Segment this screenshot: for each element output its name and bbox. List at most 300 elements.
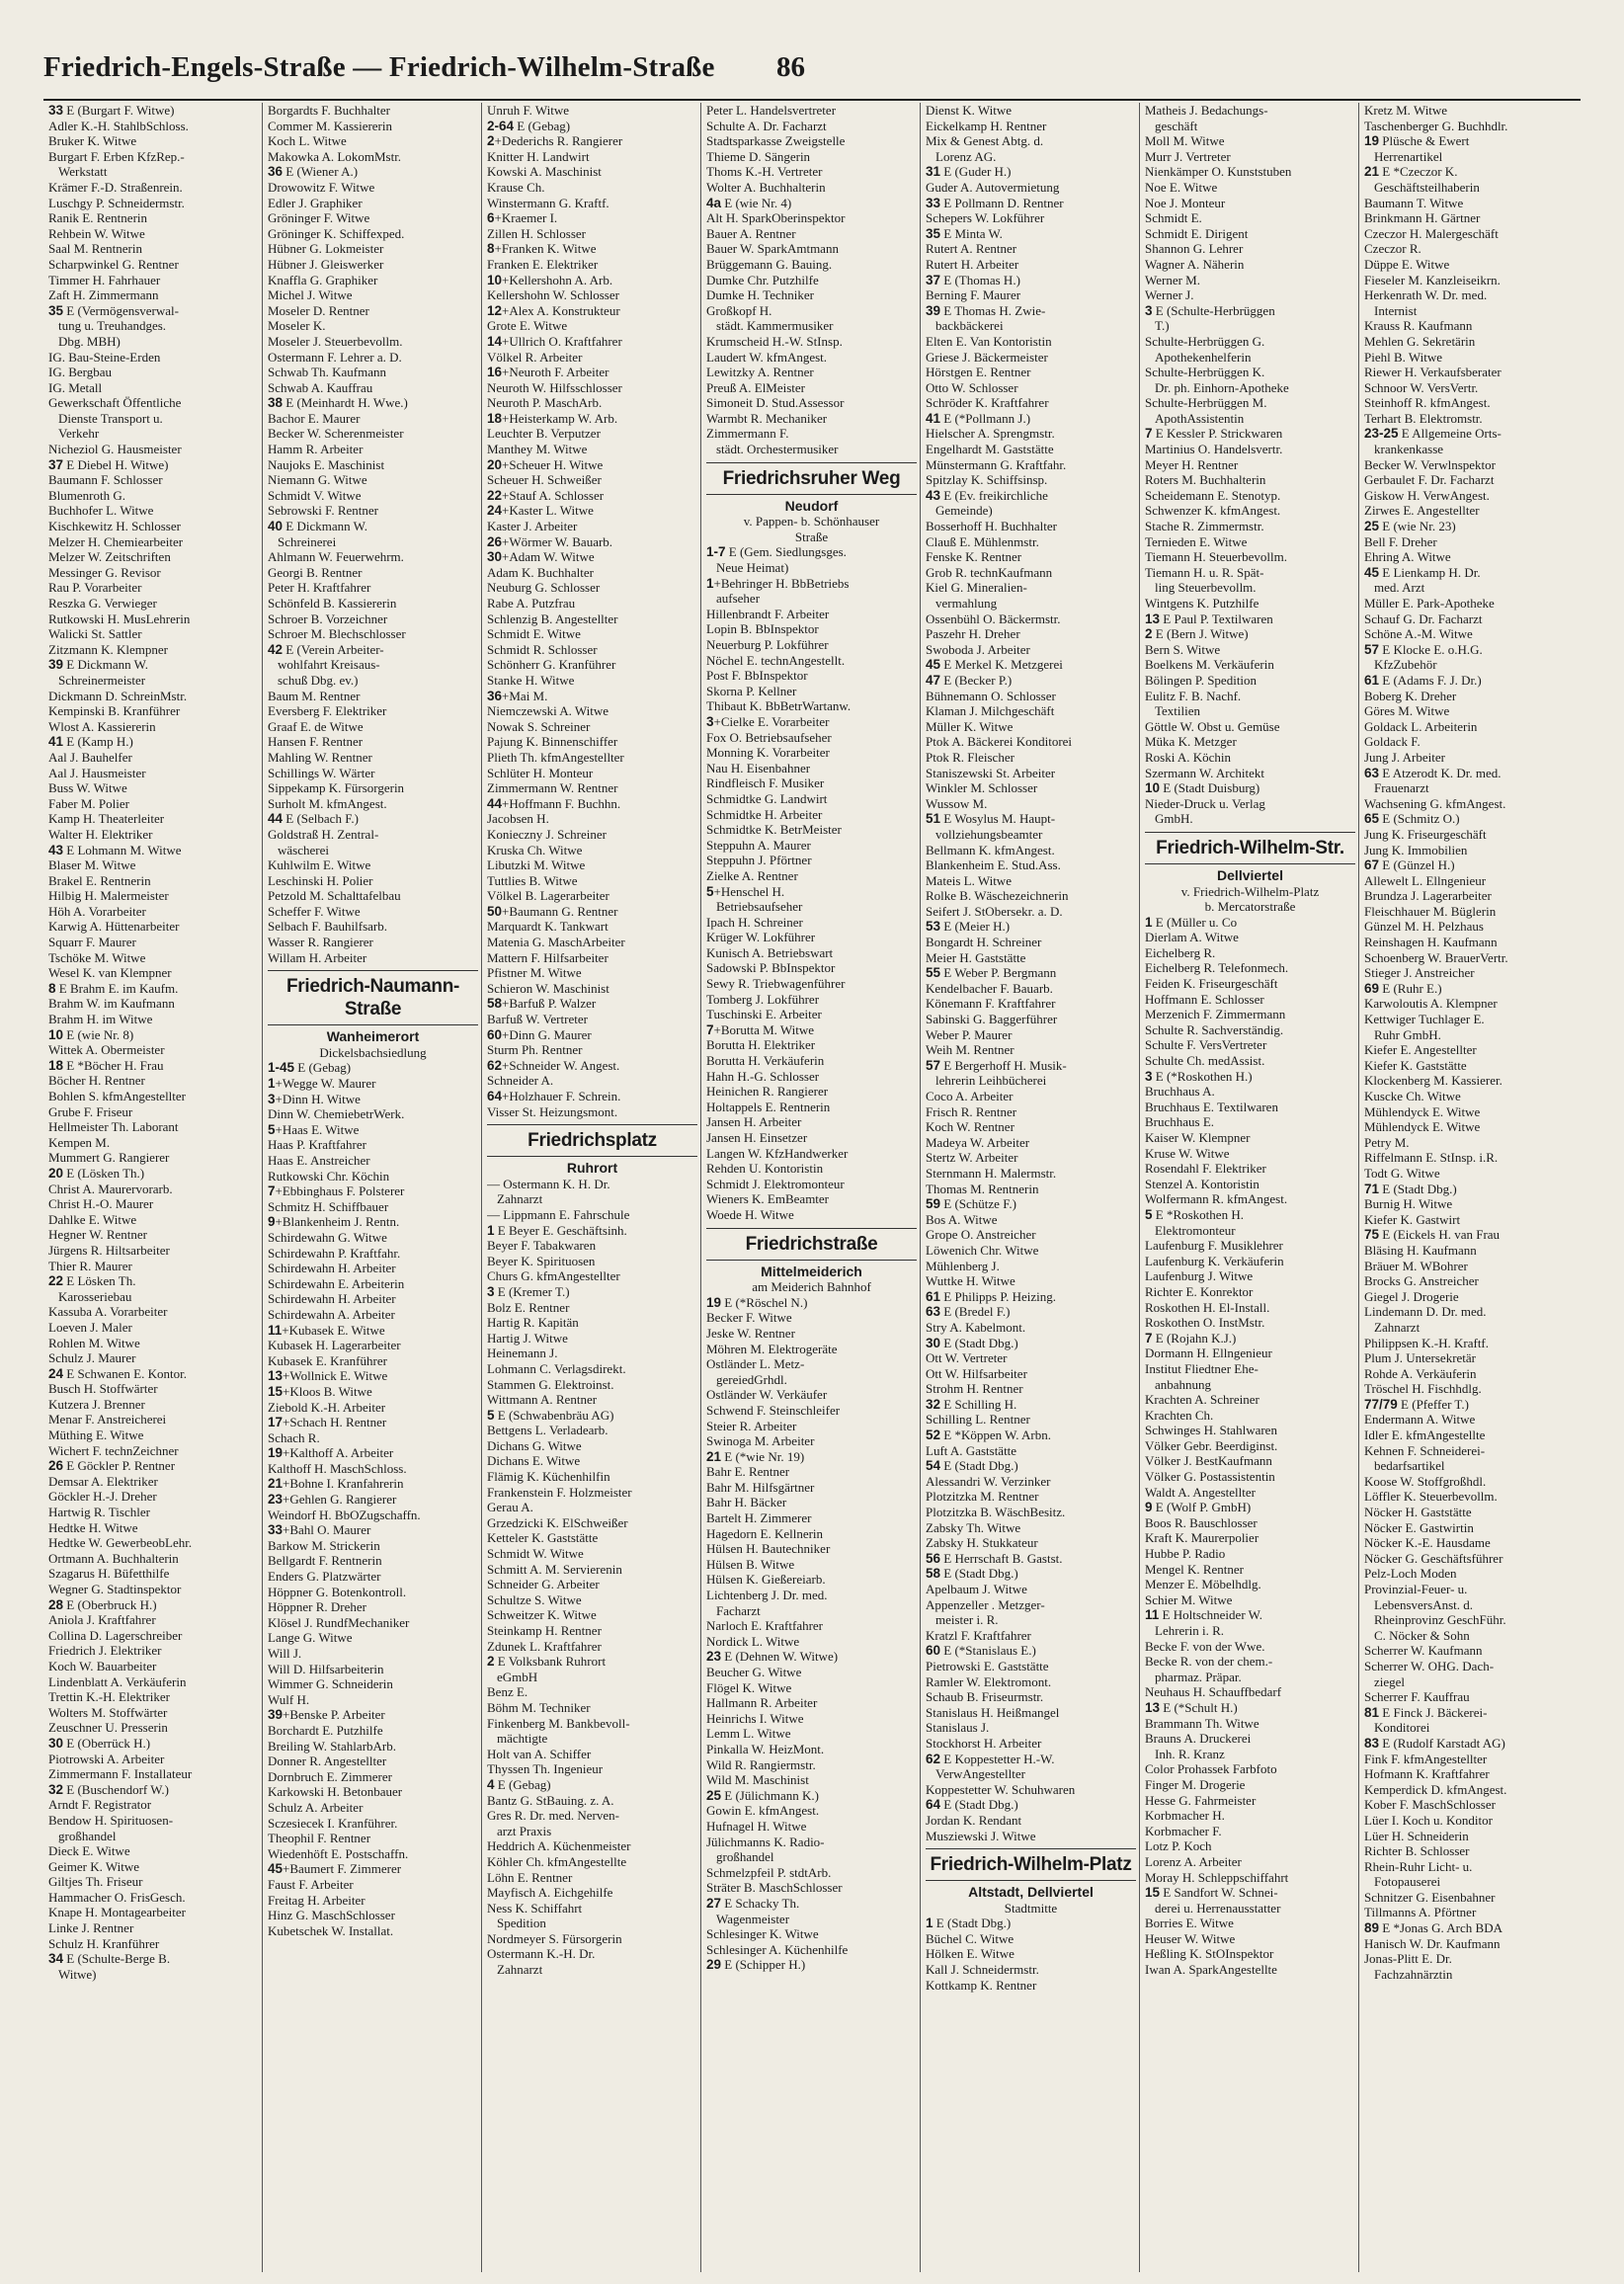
entry-text: Frankenstein F. Holzmeister [487, 1484, 632, 1500]
entry-continuation [1145, 411, 1355, 427]
directory-entry [268, 1492, 478, 1508]
directory-entry [1145, 1331, 1355, 1346]
directory-entry [706, 1114, 917, 1130]
entry-text: Busch H. Stoffwärter [48, 1381, 158, 1397]
entry-text: Preuß A. ElMeister [706, 379, 806, 395]
directory-entry [268, 1384, 478, 1400]
directory-entry [926, 873, 1136, 889]
entry-text: Guder A. Autovermietung [926, 179, 1060, 195]
directory-entry [268, 873, 478, 889]
entry-text: Wagenmeister [716, 1911, 790, 1926]
entry-text: Hufnagel H. Witwe [706, 1818, 807, 1834]
entry-text: Bohlen S. kfmAngestellter [48, 1089, 187, 1103]
entry-text: Göckler H.-J. Dreher [48, 1489, 157, 1505]
entry-text: Löhn E. Rentner [487, 1869, 573, 1885]
entry-text: Endermann A. Witwe [1364, 1412, 1476, 1428]
directory-entry [926, 673, 1136, 689]
entry-text: Schreinerei [278, 533, 337, 549]
directory-entry [926, 1628, 1136, 1644]
directory-entry [268, 857, 478, 873]
directory-entry [706, 838, 917, 854]
house-number: 1-45 [268, 1060, 295, 1076]
entry-text: arzt Praxis [497, 1823, 552, 1838]
entry-text: E (Stadt Dbg.) [943, 1458, 1018, 1474]
entry-text: E Philipps P. Heizing. [943, 1288, 1057, 1304]
directory-entry [48, 1350, 259, 1366]
street-range-note: Stadtmitte [1004, 1900, 1058, 1916]
directory-entry [487, 580, 697, 596]
house-number: 63 [1364, 765, 1380, 780]
directory-entry [706, 1865, 917, 1881]
street-title [1145, 832, 1355, 864]
directory-entry [48, 981, 259, 997]
directory-entry [926, 1273, 1136, 1289]
entry-text: Kuhlwilm E. Witwe [268, 857, 371, 873]
directory-entry [1364, 1227, 1576, 1243]
house-number: 20 [487, 456, 503, 472]
entry-continuation [1364, 1720, 1576, 1736]
directory-entry [48, 350, 259, 366]
directory-entry [1364, 1166, 1576, 1182]
entry-text: Fink F. kfmAngestellter [1364, 1751, 1488, 1766]
directory-entry [926, 350, 1136, 366]
entry-text: Becke F. von der Wwe. [1145, 1638, 1265, 1654]
entry-text: Krause Ch. [487, 179, 545, 195]
directory-entry [487, 1639, 697, 1655]
entry-text: Elektromonteur [1155, 1222, 1236, 1238]
entry-text: Brocks G. Anstreicher [1364, 1273, 1479, 1289]
entry-text: +Bohne I. Kranfahrerin [283, 1476, 404, 1492]
directory-entry [268, 472, 478, 488]
directory-entry [487, 1423, 697, 1438]
entry-text: +Wörmer W. Bauarb. [502, 533, 613, 549]
house-number: 20 [48, 1165, 64, 1181]
entry-text: Inh. R. Kranz [1155, 1746, 1225, 1761]
directory-entry [1145, 1315, 1355, 1331]
directory-entry [926, 1489, 1136, 1505]
entry-text: E Göckler P. Rentner [66, 1458, 176, 1474]
entry-text: Peter L. Handelsvertreter [706, 103, 837, 118]
directory-entry [1364, 1951, 1576, 1967]
entry-text: Jordan K. Rendant [926, 1812, 1022, 1828]
entry-text: Nicheziol G. Hausmeister [48, 442, 182, 457]
entry-text: Strohm H. Rentner [926, 1381, 1023, 1397]
entry-text: Pietrowski E. Gaststätte [926, 1658, 1049, 1673]
directory-entry [926, 133, 1136, 149]
directory-entry [1145, 1916, 1355, 1931]
directory-entry [268, 703, 478, 719]
directory-entry [706, 576, 917, 592]
directory-entry [487, 273, 697, 288]
entry-text: Petzold M. Schalttafelbau [268, 888, 401, 904]
directory-entry [706, 1880, 917, 1896]
directory-entry [268, 1662, 478, 1677]
entry-text: Monning K. Vorarbeiter [706, 745, 830, 761]
directory-entry [268, 1646, 478, 1662]
directory-entry [487, 488, 697, 504]
street-title-line: Straße [344, 999, 402, 1020]
entry-text: Schwab Th. Kaufmann [268, 365, 386, 380]
entry-text: Hülsen H. Bautechniker [706, 1541, 831, 1557]
entry-text: Schwinges H. Stahlwaren [1145, 1423, 1277, 1438]
entry-continuation [926, 1766, 1136, 1782]
entry-text: E (Kamp H.) [66, 734, 133, 750]
directory-entry [706, 149, 917, 165]
entry-text: E (Stadt Dbg.) [1382, 1181, 1457, 1196]
entry-text: Knape H. Montagearbeiter [48, 1905, 186, 1920]
directory-entry [706, 1100, 917, 1115]
directory-entry [1364, 1042, 1576, 1058]
entry-text: +Adam W. Witwe [502, 549, 595, 565]
directory-entry [268, 1476, 478, 1492]
entry-text: Michel J. Witwe [268, 287, 353, 303]
directory-entry [1364, 1012, 1576, 1027]
entry-text: Schmidtke G. Landwirt [706, 790, 828, 806]
house-number: 23 [268, 1492, 284, 1508]
directory-entry [706, 822, 917, 838]
directory-entry [926, 1659, 1136, 1674]
directory-entry [1364, 365, 1576, 380]
entry-text: +Holzhauer F. Schrein. [502, 1089, 621, 1103]
directory-entry [1364, 1304, 1576, 1320]
entry-text: +Schneider W. Angest. [502, 1057, 620, 1073]
directory-entry [1145, 976, 1355, 992]
entry-text: Seifert J. StObersekr. a. D. [926, 903, 1063, 919]
directory-entry [1145, 796, 1355, 812]
entry-text: Herkenrath W. Dr. med. [1364, 287, 1488, 303]
entry-text: Jung K. Immobilien [1364, 842, 1468, 857]
entry-text: Saal M. Rentnerin [48, 241, 142, 257]
directory-entry [48, 365, 259, 380]
directory-entry [48, 1520, 259, 1536]
directory-entry [706, 365, 917, 380]
entry-text: Merzenich F. Zimmermann [1145, 1007, 1286, 1022]
entry-text: Martinius O. Handelsvertr. [1145, 442, 1283, 457]
directory-entry [706, 1896, 917, 1912]
directory-entry [487, 1207, 697, 1223]
house-number: 7 [1145, 426, 1153, 442]
house-number: 12 [487, 302, 503, 318]
entry-text: Szagarus H. Büfetthilfe [48, 1566, 170, 1582]
entry-text: Noe E. Witwe [1145, 179, 1218, 195]
entry-text: Zitzmann K. Klempner [48, 641, 168, 657]
entry-text: Plotzitzka M. Rentner [926, 1489, 1039, 1505]
entry-text: Schulz A. Arbeiter [268, 1799, 364, 1815]
entry-text: Göttle W. Obst u. Gemüse [1145, 718, 1280, 734]
directory-entry [487, 1747, 697, 1762]
entry-text: städt. Kammermusiker [716, 318, 834, 334]
entry-text: Lindenblatt A. Verkäuferin [48, 1673, 187, 1689]
directory-entry [926, 1259, 1136, 1274]
directory-entry [487, 133, 697, 149]
directory-entry [706, 1588, 917, 1603]
directory-entry [487, 1793, 697, 1809]
entry-continuation [1364, 149, 1576, 165]
entry-text: Griese J. Bäckermeister [926, 349, 1048, 365]
district-name: Altstadt, Dellviertel [968, 1884, 1094, 1901]
entry-text: Niemczewski A. Witwe [487, 703, 609, 719]
directory-entry [926, 380, 1136, 396]
directory-entry [487, 365, 697, 380]
directory-entry [706, 1495, 917, 1510]
directory-entry [48, 1936, 259, 1952]
entry-text: E (Schipper H.) [724, 1957, 806, 1973]
house-number: 4a [706, 195, 722, 210]
entry-text: Brahm W. im Kaufmann [48, 996, 175, 1012]
directory-entry [1145, 210, 1355, 226]
entry-continuation [1364, 1597, 1576, 1613]
street-range-note: Dickelsbachsiedlung [319, 1044, 427, 1060]
directory-entry [926, 843, 1136, 858]
house-number: 64 [926, 1797, 941, 1813]
entry-text: vermahlung [935, 596, 998, 611]
entry-text: Sträter B. MaschSchlosser [706, 1880, 843, 1896]
entry-text: Schulte-Herbrüggen G. [1145, 333, 1265, 349]
directory-entry [926, 334, 1136, 350]
directory-entry [48, 1366, 259, 1382]
entry-text: Mattern F. Hilfsarbeiter [487, 949, 609, 965]
entry-text: Marquardt K. Tankwart [487, 919, 609, 935]
directory-entry [1364, 689, 1576, 704]
directory-entry [1364, 1350, 1576, 1366]
entry-text: Nau H. Eisenbahner [706, 760, 811, 775]
directory-entry [268, 1908, 478, 1923]
entry-text: Leschinski H. Polier [268, 872, 373, 888]
directory-entry [268, 950, 478, 966]
directory-entry [48, 689, 259, 704]
entry-text: Brakel E. Rentnerin [48, 872, 151, 888]
entry-text: Hillenbrandt F. Arbeiter [706, 606, 830, 621]
district-name: Dellviertel [1217, 866, 1283, 883]
directory-entry [487, 1716, 697, 1732]
directory-entry [48, 1182, 259, 1197]
directory-entry [268, 210, 478, 226]
entry-text: Schaub B. Friseurmstr. [926, 1689, 1044, 1705]
entry-text: Karwoloutis A. Klempner [1364, 996, 1498, 1012]
house-number: 9 [1145, 1500, 1153, 1515]
directory-entry [926, 119, 1136, 134]
entry-text: +Mai M. [502, 688, 548, 703]
directory-entry [926, 1535, 1136, 1551]
directory-entry [1364, 981, 1576, 997]
entry-text: +Behringer H. BbBetriebs [713, 575, 850, 591]
entry-text: Hedtke W. GewerbeobLehr. [48, 1535, 193, 1551]
entry-text: Könemann F. Kraftfahrer [926, 996, 1056, 1012]
entry-text: Grzedzicki K. ElSchweißer [487, 1514, 628, 1530]
directory-entry [706, 853, 917, 868]
directory-entry [706, 1819, 917, 1835]
entry-text: E *Köppen W. Arbn. [943, 1428, 1051, 1443]
entry-continuation [1145, 1377, 1355, 1393]
directory-entry [706, 273, 917, 288]
house-number: 32 [48, 1781, 64, 1797]
column-2 [263, 103, 482, 2272]
directory-entry [926, 811, 1136, 827]
house-number: 3 [1145, 302, 1153, 318]
entry-text: Roters M. Buchhalterin [1145, 472, 1266, 488]
directory-entry [1364, 996, 1576, 1012]
entry-text: Madeya W. Arbeiter [926, 1134, 1030, 1150]
directory-entry [48, 827, 259, 843]
directory-entry [706, 226, 917, 242]
directory-entry [926, 1182, 1136, 1197]
directory-entry [1364, 1659, 1576, 1674]
entry-text: E Herrschaft B. Gastst. [943, 1550, 1063, 1566]
directory-entry [1145, 780, 1355, 796]
entry-text: Aniola J. Kraftfahrer [48, 1612, 156, 1628]
entry-text: E *Böcher H. Frau [66, 1057, 164, 1073]
entry-text: E (Ruhr E.) [1382, 980, 1442, 996]
entry-text: Ziebold K.-H. Arbeiter [268, 1399, 386, 1415]
entry-text: Willam H. Arbeiter [268, 949, 367, 965]
entry-text: E Diebel H. Witwe) [66, 456, 169, 472]
entry-text: Shannon G. Lehrer [1145, 241, 1244, 257]
entry-text: Heinemann J. [487, 1346, 558, 1361]
directory-entry [487, 1854, 697, 1870]
entry-text: Dr. ph. Einhorn-Apotheke [1155, 379, 1289, 395]
house-number: 14 [487, 333, 503, 349]
directory-entry [268, 1153, 478, 1169]
entry-text: +Cielke E. Vorarbeiter [713, 713, 830, 729]
entry-text: Koch W. Bauarbeiter [48, 1658, 157, 1673]
entry-text: +Franken K. Witwe [494, 241, 597, 257]
entry-text: E (Meier H.) [943, 919, 1011, 935]
entry-text: Schirdewahn P. Kraftfahr. [268, 1245, 401, 1261]
entry-text: Nöcker H. Gaststätte [1364, 1505, 1472, 1520]
entry-text: Wasser R. Rangierer [268, 935, 373, 950]
entry-text: Tiemann H. u. R. Spät- [1145, 564, 1264, 580]
entry-text: E Holtschneider W. [1162, 1607, 1262, 1623]
directory-entry [1145, 1885, 1355, 1901]
entry-continuation [1145, 1747, 1355, 1762]
entry-text: E (Eickels H. van Frau [1382, 1227, 1501, 1243]
directory-entry [268, 1692, 478, 1708]
entry-text: Iwan A. SparkAngestellte [1145, 1962, 1277, 1978]
entry-text: Kretz M. Witwe [1364, 103, 1448, 118]
directory-entry [706, 653, 917, 669]
directory-entry [1145, 1346, 1355, 1361]
directory-entry [487, 1331, 697, 1346]
entry-text: +Neuroth F. Arbeiter [502, 365, 609, 380]
entry-text: Edler J. Graphiker [268, 195, 363, 210]
directory-entry [1364, 1212, 1576, 1228]
entry-text: Trettin K.-H. Elektriker [48, 1689, 170, 1705]
directory-entry [487, 241, 697, 257]
entry-text: Hartwig R. Tischler [48, 1505, 150, 1520]
entry-text: Hagedorn E. Kellnerin [706, 1525, 824, 1541]
directory-entry [48, 1320, 259, 1336]
entry-text: Betriebsaufseher [716, 899, 803, 915]
directory-entry [48, 1489, 259, 1505]
entry-text: Rohlen M. Witwe [48, 1335, 140, 1350]
house-number: 1 [268, 1076, 276, 1092]
directory-entry [926, 1320, 1136, 1336]
entry-text: Kiefer K. Gaststätte [1364, 1057, 1467, 1073]
directory-entry [926, 1166, 1136, 1182]
entry-text: Kubasek E. Kranführer [268, 1352, 387, 1368]
entry-text: Boos R. Bauschlosser [1145, 1514, 1258, 1530]
house-number: 21 [1364, 164, 1380, 180]
directory-entry [926, 1674, 1136, 1690]
entry-continuation [1364, 1027, 1576, 1043]
entry-text: Burnig H. Witwe [1364, 1196, 1453, 1212]
entry-text: E (Jülichmann K.) [724, 1787, 819, 1803]
directory-entry [268, 1400, 478, 1416]
entry-text: Neue Heimat) [716, 560, 789, 576]
directory-entry [268, 1199, 478, 1215]
directory-entry [1364, 1829, 1576, 1844]
entry-text: E (Gem. Siedlungsges. [728, 544, 847, 560]
entry-text: Haas P. Kraftfahrer [268, 1137, 366, 1153]
directory-entry [1364, 380, 1576, 396]
entry-text: Bölingen P. Spedition [1145, 672, 1258, 688]
house-number: 33 [268, 1522, 284, 1538]
entry-text: Bahr H. Bäcker [706, 1495, 787, 1510]
entry-text: Hanisch W. Dr. Kaufmann [1364, 1935, 1501, 1951]
directory-entry [487, 642, 697, 658]
entry-text: E Lienkamp H. Dr. [1382, 564, 1481, 580]
directory-entry [48, 1443, 259, 1459]
directory-entry [1364, 1474, 1576, 1490]
directory-entry [268, 1585, 478, 1600]
entry-text: Libutzki M. Witwe [487, 857, 586, 873]
entry-text: +Dinn H. Witwe [275, 1091, 361, 1106]
entry-text: Finkenberg M. Bankbevoll- [487, 1715, 630, 1731]
directory-entry [706, 1403, 917, 1419]
entry-text: Schulz J. Maurer [48, 1350, 136, 1366]
house-number: 4 [487, 1776, 495, 1792]
entry-text: Blumenroth G. [48, 487, 125, 503]
directory-entry [268, 596, 478, 612]
directory-entry [268, 935, 478, 950]
directory-entry [48, 1782, 259, 1798]
house-number: 44 [268, 811, 284, 827]
entry-text: E (Stadt Dbg.) [943, 1797, 1018, 1813]
entry-text: E (*Stanislaus E.) [943, 1643, 1036, 1659]
directory-entry [487, 103, 697, 119]
directory-entry [487, 1315, 697, 1331]
directory-entry [706, 1541, 917, 1557]
entry-text: IG. Bergbau [48, 365, 113, 380]
entry-text: Löwenich Chr. Witwe [926, 1242, 1039, 1258]
entry-text: +Haas E. Witwe [275, 1121, 360, 1137]
directory-entry [1364, 734, 1576, 750]
directory-entry [1364, 1643, 1576, 1659]
entry-text: Schmidt E. Witwe [487, 626, 581, 642]
entry-text: Giltjes Th. Friseur [48, 1874, 143, 1890]
entry-text: Dieck E. Witwe [48, 1843, 130, 1859]
entry-text: +Henschel H. [713, 883, 785, 899]
entry-text: Squarr F. Maurer [48, 935, 136, 950]
entry-text: krankenkasse [1374, 442, 1444, 457]
directory-entry [268, 226, 478, 242]
directory-entry [706, 1022, 917, 1038]
house-number: 89 [1364, 1920, 1380, 1936]
entry-continuation [1364, 180, 1576, 196]
entry-text: Finger M. Drogerie [1145, 1776, 1246, 1792]
directory-entry [487, 1562, 697, 1578]
directory-entry [1145, 1438, 1355, 1454]
directory-entry [268, 1368, 478, 1384]
directory-entry [268, 133, 478, 149]
directory-entry [1145, 133, 1355, 149]
entry-text: Narloch E. Kraftfahrer [706, 1618, 824, 1634]
directory-entry [706, 303, 917, 319]
entry-text: E Atzerodt K. Dr. med. [1382, 765, 1502, 780]
entry-text: Terhart B. Elektromstr. [1364, 410, 1483, 426]
entry-text: Jansen H. Arbeiter [706, 1114, 802, 1130]
entry-text: Pinkalla W. HeizMont. [706, 1741, 825, 1756]
